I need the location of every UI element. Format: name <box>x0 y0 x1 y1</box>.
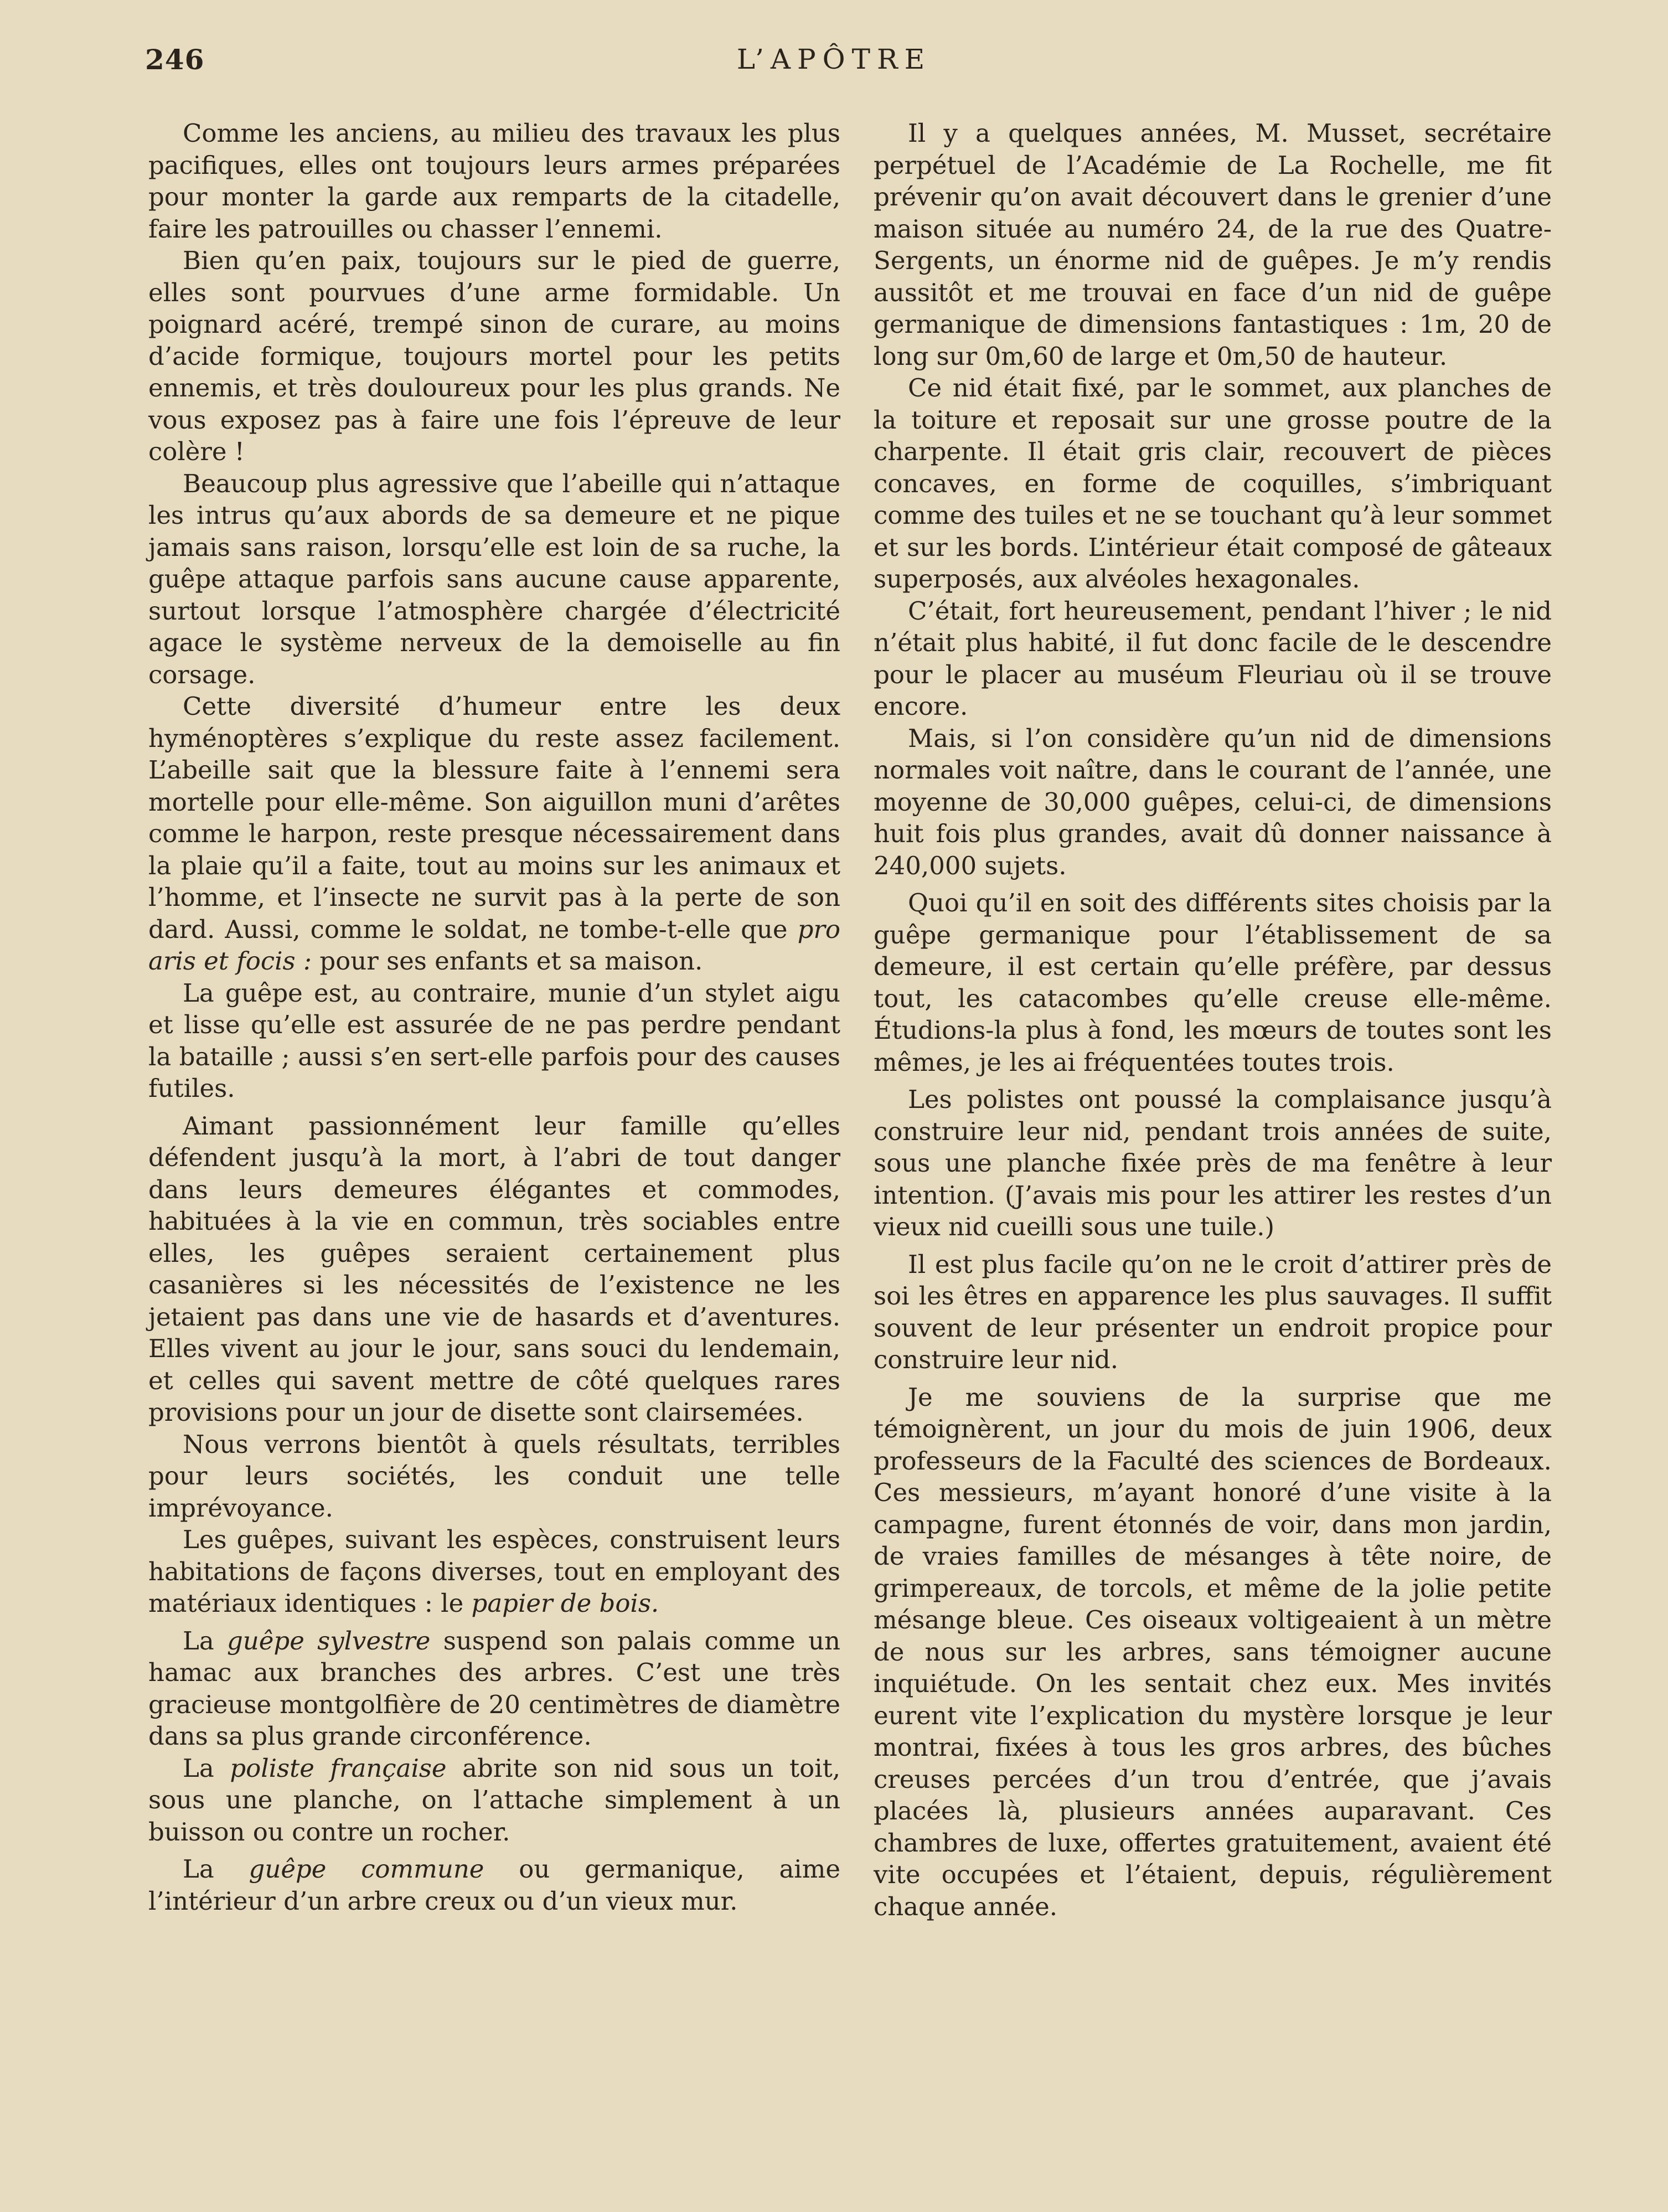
paragraph: Quoi qu’il en soit des différents sites choisis par la guêpe germanique pour l’établissement de sa demeure, il est certain qu’elle préfère, par dessus tout, les catacombes qu’elle creuse elle-même. Étudions-la plus à fond, les mœurs de toutes sont les mêmes, je les ai fréquentées toutes trois. <box>874 888 1552 1077</box>
running-title: L’APÔTRE <box>736 43 932 75</box>
paragraph: La guêpe sylvestre suspend son palais comme un hamac aux branches des arbres. C’est une très gracieuse montgolfière de 20 centimètres de diamètre dans sa plus grande circonférence. <box>148 1626 841 1751</box>
paragraph: Il est plus facile qu’on ne le croit d’attirer près de soi les êtres en apparence les plus sauvages. Il suffit souvent de leur présenter un endroit propice pour construire leur nid. <box>874 1249 1552 1374</box>
page-number: 246 <box>145 43 205 76</box>
paragraph: Aimant passionnément leur famille qu’elles défendent jusqu’à la mort, à l’abri de tout danger dans leurs demeures élégantes et commodes, habituées à la vie en commun, très sociables entre elles, les guêpes seraient certainement plus casanières si les nécessités de l’existence ne les jetaient pas dans une vie de hasards et d’aventures. Elles vivent au jour le jour, sans souci du lendemain, et celles qui savent mettre de côté quelques rares provisions pour un jour de disette sont clairsemées. <box>148 1111 840 1427</box>
italic-phrase: poliste française <box>230 1753 447 1783</box>
paragraph: Comme les anciens, au milieu des travaux les plus pacifiques, elles ont toujours leurs armes préparées pour monter la garde aux remparts de la citadelle, faire les patrouilles ou chasser l’ennemi. <box>148 118 840 244</box>
italic-phrase: guêpe commune <box>249 1854 484 1884</box>
paragraph: Bien qu’en paix, toujours sur le pied de guerre, elles sont pourvues d’une arme formidable. Un poignard acéré, trempé sinon de curare, au moins d’acide formique, toujours mortel pour les petits ennemis, et très douloureux pour les plus grands. Ne vous exposez pas à faire une fois l’épreuve de leur colère ! <box>148 246 840 466</box>
left-column <box>148 117 840 1917</box>
paragraph: Les guêpes, suivant les espèces, construisent leurs habitations de façons diverses, tout en employant des matériaux identiques : le papier de bois. <box>148 1525 840 1618</box>
paragraph: Cette diversité d’humeur entre les deux hyménoptères s’explique du reste assez facilement. L’abeille sait que la blessure faite à l’ennemi sera mortelle pour elle-même. Son aiguillon muni d’arêtes comme le harpon, reste presque nécessairement dans la plaie qu’il a faite, tout au moins sur les animaux et l’homme, et l’insecte ne survit pas à la perte de son dard. Aussi, comme le soldat, ne tombe-t-elle que pro aris et focis : pour ses enfants et sa maison. <box>148 692 840 976</box>
paragraph: Les polistes ont poussé la complaisance jusqu’à construire leur nid, pendant trois années de suite, sous une planche fixée près de ma fenêtre à leur intention. (J’avais mis pour les attirer les restes d’un vieux nid cueilli sous une tuile.) <box>874 1085 1552 1241</box>
paragraph: Je me souviens de la surprise que me témoignèrent, un jour du mois de juin 1906, deux professeurs de la Faculté des sciences de Bordeaux. Ces messieurs, m’ayant honoré d’une visite à la campagne, furent étonnés de voir, dans mon jardin, de vraies familles de mésanges à tête noire, de grimpereaux, de torcols, et même de la jolie petite mésange bleue. Ces oiseaux voltigeaient à un mètre de nous sur les arbres, sans témoigner aucune inquiétude. On les sentait chez eux. Mes invités eurent vite l’explication du mystère lorsque je leur montrai, fixées à tous les gros arbres, des bûches creuses percées d’un trou d’entrée, que j’avais placées là, plusieurs années auparavant. Ces chambres de luxe, offertes gratuitement, avaient été vite occupées et l’étaient, depuis, régulièrement chaque année. <box>874 1382 1552 1921</box>
paragraph: Il y a quelques années, M. Musset, secrétaire perpétuel de l’Académie de La Rochelle, me fit prévenir qu’on avait découvert dans le grenier d’une maison située au numéro 24, de la rue des Quatre-Sergents, un énorme nid de guêpes. Je m’y rendis aussitôt et me trouvai en face d’un nid de guêpe germanique de dimensions fantastiques : 1m, 20 de long sur 0m,60 de large et 0m,50 de hauteur. <box>874 118 1552 371</box>
italic-phrase: pro aris et focis : <box>148 914 840 976</box>
paragraph: C’était, fort heureusement, pendant l’hiver ; le nid n’était plus habité, il fut donc facile de le descendre pour le placer au muséum Fleuriau où il se trouve encore. <box>874 596 1552 721</box>
paragraph: Ce nid était fixé, par le sommet, aux planches de la toiture et reposait sur une grosse poutre de la charpente. Il était gris clair, recouvert de pièces concaves, en forme de coquilles, s’imbriquant comme des tuiles et ne se touchant qu’à leur sommet et sur les bords. L’intérieur était composé de gâteaux superposés, aux alvéoles hexagonales. <box>874 373 1552 594</box>
paragraph: Nous verrons bientôt à quels résultats, terribles pour leurs sociétés, les conduit une telle imprévoyance. <box>148 1429 840 1523</box>
paragraph: La guêpe commune ou germanique, aime l’intérieur d’un arbre creux ou d’un vieux mur. <box>148 1854 841 1916</box>
right-column <box>874 117 1552 1922</box>
italic-phrase: guêpe sylvestre <box>227 1626 431 1656</box>
italic-phrase: papier de bois. <box>471 1589 659 1618</box>
paragraph: La guêpe est, au contraire, munie d’un stylet aigu et lisse qu’elle est assurée de ne pas perdre pendant la bataille ; aussi s’en sert-elle parfois pour des causes futiles. <box>148 978 840 1103</box>
paragraph: Mais, si l’on considère qu’un nid de dimensions normales voit naître, dans le courant de l’année, une moyenne de 30,000 guêpes, celui-ci, de dimensions huit fois plus grandes, avait dû donner naissance à 240,000 sujets. <box>874 723 1552 880</box>
paragraph: Beaucoup plus agressive que l’abeille qui n’attaque les intrus qu’aux abords de sa demeure et ne pique jamais sans raison, lorsqu’elle est loin de sa ruche, la guêpe attaque parfois sans aucune cause apparente, surtout lorsque l’atmosphère chargée d’électricité agace le système nerveux de la demoiselle au fin corsage. <box>148 468 840 689</box>
paragraph: La poliste française abrite son nid sous un toit, sous une planche, on l’attache simplement à un buisson ou contre un rocher. <box>148 1753 841 1847</box>
